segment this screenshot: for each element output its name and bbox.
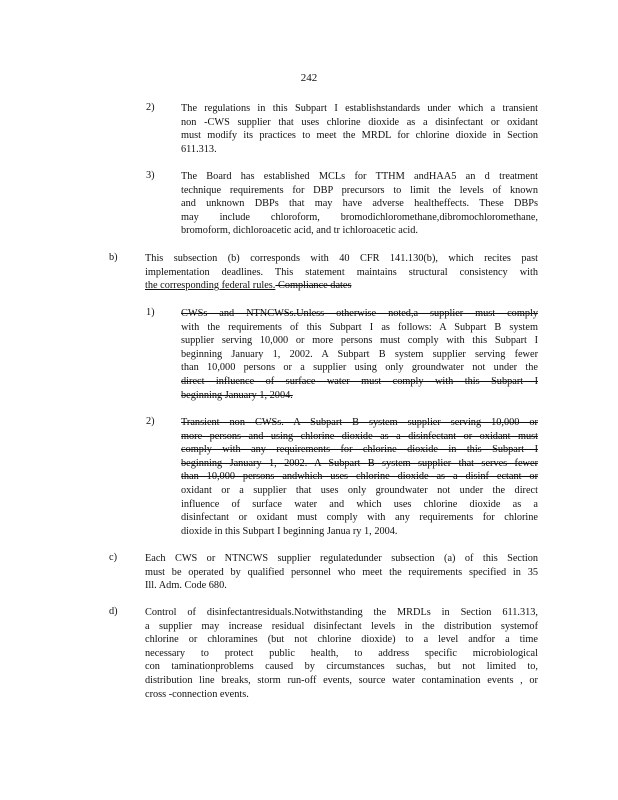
text-line xyxy=(145,688,538,702)
text-line xyxy=(181,197,538,211)
text-line xyxy=(181,348,538,362)
text-run: than 10,000 persons or a supplier using only groundwater not under the xyxy=(181,362,538,374)
text-line xyxy=(181,361,538,375)
list-item xyxy=(146,307,538,402)
text-run: The Board has established MCLs for TTHM andHAA5 an d treatment xyxy=(181,171,538,182)
text-line xyxy=(145,620,538,634)
text-run: Each CWS or NTNCWS supplier regulatedunder subsection (a) of this Section xyxy=(145,553,538,564)
text-run: necessary to protect public health, to address specific microbiological xyxy=(145,647,538,659)
text-run: disinfectant or oxidant must comply with any requirements for chlorine xyxy=(181,512,538,524)
text-line xyxy=(181,457,538,471)
text-run: with the requirements of this Subpart I as follows: A Subpart B system xyxy=(181,321,538,333)
text-run: and unknown DBPs that may have adverse healtheffects. These DBPs xyxy=(181,198,538,210)
text-line xyxy=(181,470,538,484)
text-run: This subsection (b) corresponds with 40 CFR 141.130(b), which recites past xyxy=(145,253,538,264)
text-line xyxy=(145,674,538,688)
struck-text: beginning January 1, 2004. xyxy=(181,389,293,401)
text-run: supplier serving 10,000 or more persons must comply with this Subpart I xyxy=(181,335,538,347)
struck-text: comply with any requirements for chlorine dioxide in this Subpart I xyxy=(181,444,538,456)
text-line xyxy=(181,375,538,389)
text-line xyxy=(145,647,538,661)
text-run: a supplier may increase residual disinfectant levels in the distribution systemof xyxy=(145,620,538,632)
text-line xyxy=(181,321,538,335)
text-line xyxy=(145,579,538,593)
text-run: 611.313. xyxy=(181,143,217,155)
text-run: non -CWS supplier that uses chlorine dioxide as a disinfectant or oxidant xyxy=(181,116,538,128)
text-run: con taminationproblems caused by circumstances suchas, but not limited to, xyxy=(145,661,538,673)
text-line xyxy=(181,484,538,498)
text-line xyxy=(145,606,538,620)
list-item xyxy=(146,416,538,538)
text-run: distribution line breaks, storm run-off events, source water contamination events , or xyxy=(145,674,538,686)
text-line xyxy=(181,170,538,184)
text-run: oxidant or a supplier that uses only groundwater not under the direct xyxy=(181,484,538,496)
struck-text: direct influence of surface water must comply with this Subpart I xyxy=(181,375,538,387)
list-marker: 1) xyxy=(146,307,155,318)
text-line xyxy=(181,224,538,238)
struck-text: CWSs and NTNCWSs.Unless otherwise noted,a supplier must comply xyxy=(181,308,538,319)
paragraph-text xyxy=(181,170,538,238)
text-line xyxy=(181,416,538,430)
struck-text: Transient non CWSs. A Subpart B system supplier serving 10,000 or xyxy=(181,417,538,428)
text-run: influence of surface water and which uses chlorine dioxide as a xyxy=(181,498,538,510)
text-line xyxy=(181,116,538,130)
struck-text: beginning January 1, 2002. A Subpart B system supplier that serves fewer xyxy=(181,457,538,469)
text-line xyxy=(145,279,538,293)
text-line xyxy=(181,143,538,157)
text-line xyxy=(181,129,538,143)
text-run: must be operated by qualified personnel who meet the requirements specified in 35 xyxy=(145,566,538,578)
text-run: The regulations in this Subpart I establishstandards under which a transient xyxy=(181,103,538,114)
text-line xyxy=(181,102,538,116)
text-line xyxy=(181,334,538,348)
paragraph-text xyxy=(145,552,538,593)
text-line xyxy=(145,660,538,674)
paragraph-text xyxy=(181,102,538,156)
text-line xyxy=(145,552,538,566)
list-marker: c) xyxy=(109,552,117,563)
text-line xyxy=(181,389,538,403)
text-run: must modify its practices to meet the MRDL for chlorine dioxide in Section xyxy=(181,130,538,142)
text-run: bromoform, dichloroacetic acid, and tr ichloroacetic acid. xyxy=(181,225,419,237)
text-run: cross -connection events. xyxy=(145,688,249,700)
list-item xyxy=(146,170,538,238)
text-line xyxy=(181,307,538,321)
paragraph-text xyxy=(181,416,538,538)
text-run: Ill. Adm. Code 680. xyxy=(145,580,227,592)
underlined-text: the corresponding federal rules. xyxy=(145,280,276,292)
list-item xyxy=(109,552,538,593)
struck-text: than 10,000 persons andwhich uses chlorine dioxide as a disinf ectant or xyxy=(181,471,538,483)
text-line xyxy=(181,211,538,225)
text-line xyxy=(181,498,538,512)
list-item xyxy=(109,252,538,293)
struck-text: more persons and using chlorine dioxide as a disinfectant or oxidant must xyxy=(181,430,538,442)
list-marker: d) xyxy=(109,606,118,617)
paragraph-text xyxy=(181,307,538,402)
list-item xyxy=(109,606,538,701)
text-run: technique requirements for DBP precursors to limit the levels of known xyxy=(181,184,538,196)
text-run: chlorine or chloramines (but not chlorine dioxide) to a level andfor a time xyxy=(145,634,538,646)
text-line xyxy=(145,266,538,280)
text-line xyxy=(181,525,538,539)
text-line xyxy=(181,511,538,525)
text-line xyxy=(181,184,538,198)
list-marker: b) xyxy=(109,252,118,263)
text-line xyxy=(181,430,538,444)
paragraph-text xyxy=(145,252,538,293)
text-line xyxy=(181,443,538,457)
text-line xyxy=(145,566,538,580)
text-run: Control of disinfectantresiduals.Notwithstanding the MRDLs in Section 611.313, xyxy=(145,607,538,618)
text-run: may include chloroform, bromodichloromethane,dibromochloromethane, xyxy=(181,211,538,223)
paragraph-text xyxy=(145,606,538,701)
page-number: 242 xyxy=(300,72,318,84)
text-run: implementation deadlines. This statement maintains structural consistency with xyxy=(145,266,538,278)
text-run: dioxide in this Subpart I beginning Janua ry 1, 2004. xyxy=(181,525,398,537)
list-marker: 3) xyxy=(146,170,155,181)
list-marker: 2) xyxy=(146,416,155,427)
list-marker: 2) xyxy=(146,102,155,113)
text-line xyxy=(145,252,538,266)
text-line xyxy=(145,633,538,647)
struck-text: Compliance dates xyxy=(275,280,352,292)
list-item xyxy=(146,102,538,156)
text-run: beginning January 1, 2002. A Subpart B system supplier serving fewer xyxy=(181,348,538,360)
